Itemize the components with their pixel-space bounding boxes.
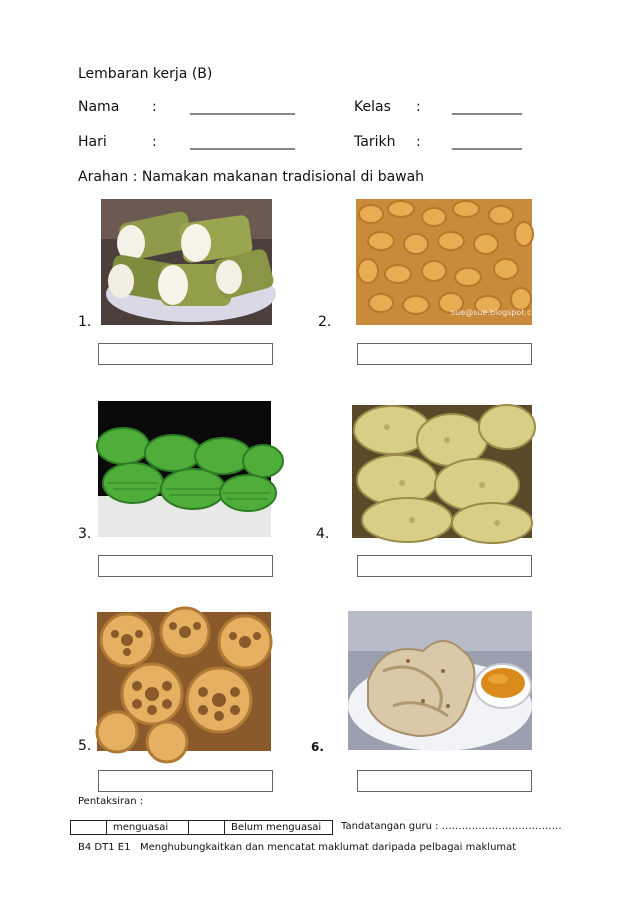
food-image-kuih-hijau [98,401,271,537]
item-number-1: 1. [78,314,92,330]
assessment-table [70,820,333,835]
checkbox-belum-menguasai[interactable] [189,821,225,834]
tarikh-blank[interactable]: __________ [452,134,522,150]
hari-colon: : [152,134,157,150]
item-number-4: 4. [316,526,330,542]
worksheet-title: Lembaran kerja (B) [78,66,213,82]
label-belum-menguasai: Belum menguasai [231,822,322,833]
nama-label: Nama [78,99,120,115]
answer-box-1[interactable] [98,343,273,365]
answer-box-6[interactable] [357,770,532,792]
item-number-5: 5. [78,738,92,754]
answer-box-2[interactable] [357,343,532,365]
nama-colon: : [152,99,157,115]
kelas-blank[interactable]: __________ [452,99,522,115]
answer-box-4[interactable] [357,555,532,577]
checkbox-menguasai[interactable] [71,821,107,834]
hari-label: Hari [78,134,107,150]
item-number-2: 2. [318,314,332,330]
nama-blank[interactable]: _______________ [190,99,295,115]
instruction-text: Arahan : Namakan makanan tradisional di bawah [78,169,425,185]
food-image-kuih-siput [356,199,545,325]
standard-code: B4 DT1 E1 [78,842,131,853]
item-number-3: 3. [78,526,92,542]
tarikh-colon: : [416,134,421,150]
label-menguasai: menguasai [107,821,189,834]
kelas-colon: : [416,99,421,115]
food-image-lemang [101,199,272,325]
kelas-label: Kelas [354,99,391,115]
assessment-label: Pentaksiran : [78,796,144,807]
tarikh-label: Tarikh [354,134,396,150]
answer-box-5[interactable] [98,770,273,792]
standard-description: Menghubungkaitkan dan mencatat maklumat daripada pelbagai maklumat [140,842,517,853]
answer-box-3[interactable] [98,555,273,577]
image-watermark: sue@sue.blogspot.com [451,308,545,317]
item-number-6: 6. [311,740,324,754]
food-image-roti-canai [348,611,532,750]
teacher-signature: Tandatangan guru : ……………………………… [341,821,562,832]
food-image-kuih-bakar [352,405,532,538]
hari-blank[interactable]: _______________ [190,134,295,150]
food-image-kuih-ros [97,612,271,751]
